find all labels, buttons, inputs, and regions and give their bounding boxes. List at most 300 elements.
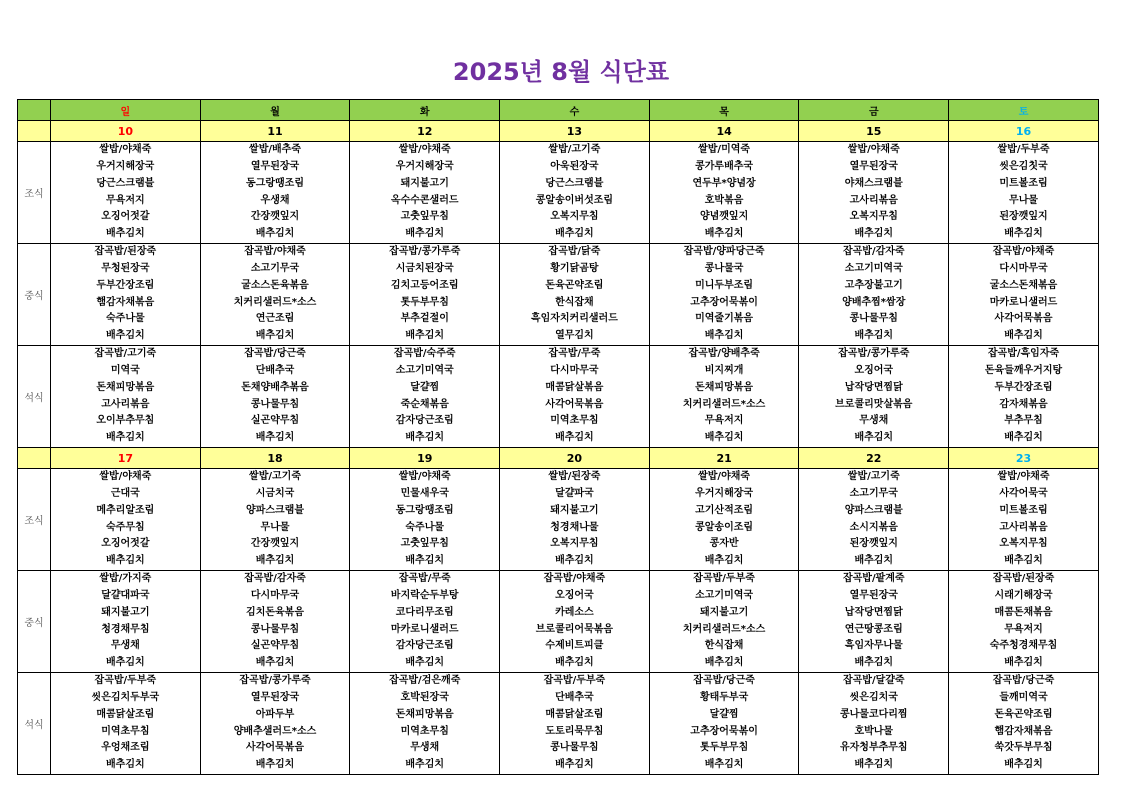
menu-item: 잡곡밥/고기죽 — [94, 348, 157, 360]
menu-item: 잡곡밥/야채죽 — [992, 246, 1055, 258]
menu-item: 마카로니샐러드 — [989, 296, 1058, 308]
menu-item: 간장깻잎지 — [250, 538, 300, 550]
menu-cell — [949, 346, 1099, 448]
menu-item: 배추김치 — [255, 330, 295, 342]
menu-item: 굴소스돈육볶음 — [241, 279, 309, 291]
date-row — [18, 121, 1099, 142]
meal-label: 조식 — [18, 469, 51, 571]
menu-item: 소고기미역국 — [695, 589, 754, 601]
menu-item: 바지락순두부탕 — [390, 589, 459, 601]
menu-item: 오이부추무침 — [96, 415, 155, 427]
menu-item: 배추김치 — [1004, 759, 1043, 771]
menu-item: 비지찌개 — [704, 364, 744, 376]
menu-cell — [51, 346, 201, 448]
menu-item: 소고기무국 — [849, 487, 898, 499]
menu-item: 유자청부추무침 — [839, 742, 908, 754]
menu-item: 두부간장조림 — [96, 279, 155, 291]
menu-item: 한식잡채 — [555, 296, 594, 308]
menu-item: 톳두부무침 — [699, 742, 749, 754]
menu-item: 잡곡밥/당근죽 — [992, 675, 1055, 687]
menu-item: 돈육곤약조림 — [545, 279, 604, 291]
menu-item: 고춧잎무침 — [400, 538, 449, 550]
menu-item: 양파스크램블 — [844, 504, 903, 516]
menu-cell — [799, 244, 949, 346]
menu-item: 배추김치 — [255, 657, 295, 669]
meal-row — [18, 571, 1099, 673]
menu-item: 치커리샐러드*소스 — [233, 296, 317, 308]
menu-item: 잡곡밥/감자죽 — [842, 246, 905, 258]
menu-item: 미역초무침 — [550, 415, 599, 427]
menu-item: 씻은김치두부국 — [91, 691, 160, 703]
menu-cell — [200, 346, 350, 448]
menu-item: 배추김치 — [106, 432, 145, 444]
menu-item: 오징어젓갈 — [101, 538, 150, 550]
menu-item: 잡곡밥/양파당근죽 — [683, 246, 765, 258]
menu-cell — [51, 469, 201, 571]
weekday-header: 화 — [350, 100, 500, 121]
menu-item: 동그랑땡조림 — [246, 177, 305, 189]
menu-item: 고사리볶음 — [849, 194, 898, 206]
date-cell: 13 — [500, 121, 650, 142]
date-cell: 17 — [51, 448, 201, 469]
menu-item: 다시마무국 — [550, 364, 599, 376]
menu-item: 매콤돈채볶음 — [994, 606, 1053, 618]
menu-item: 청경채무침 — [101, 623, 150, 635]
menu-cell — [799, 571, 949, 673]
menu-item: 잡곡밥/흑임자죽 — [987, 348, 1060, 360]
menu-item: 무나물 — [260, 521, 290, 533]
menu-item: 돼지불고기 — [400, 177, 449, 189]
menu-item: 오복지무침 — [849, 211, 898, 223]
menu-item: 쌀밥/야채죽 — [99, 144, 152, 156]
menu-item: 한식잡채 — [704, 640, 744, 652]
date-cell: 10 — [51, 121, 201, 142]
menu-item: 열무된장국 — [849, 589, 898, 601]
menu-item: 사각어묵볶음 — [994, 313, 1053, 325]
menu-item: 근대국 — [110, 487, 140, 499]
menu-item: 배추김치 — [1004, 228, 1043, 240]
meal-row — [18, 673, 1099, 775]
menu-item: 호박나물 — [854, 725, 894, 737]
menu-item: 오복지무침 — [550, 538, 599, 550]
menu-item: 브로콜리맛살볶음 — [835, 398, 913, 410]
menu-item: 달걀찜 — [410, 381, 440, 393]
menu-item: 잡곡밥/두부죽 — [693, 573, 755, 585]
menu-item: 배추김치 — [106, 555, 145, 567]
menu-item: 열무된장국 — [250, 160, 300, 172]
menu-item: 쑥갓두부무침 — [994, 742, 1053, 754]
menu-item: 잡곡밥/된장죽 — [992, 573, 1055, 585]
menu-item: 배추김치 — [704, 657, 744, 669]
menu-item: 잡곡밥/두부죽 — [94, 675, 157, 687]
menu-item: 돼지불고기 — [550, 504, 599, 516]
menu-item: 민물새우국 — [400, 487, 449, 499]
date-cell: 16 — [949, 121, 1099, 142]
menu-item: 쌀밥/야채죽 — [847, 144, 900, 156]
menu-item: 배추김치 — [854, 432, 894, 444]
menu-cell — [51, 673, 201, 775]
menu-item: 숙주나물 — [405, 521, 445, 533]
menu-item: 돈채피망볶음 — [695, 381, 754, 393]
menu-item: 다시마무국 — [250, 589, 300, 601]
menu-item: 배추김치 — [255, 432, 295, 444]
menu-item: 고기산적조림 — [695, 504, 754, 516]
menu-item: 쌀밥/야채죽 — [398, 471, 451, 483]
menu-item: 브로콜리어묵볶음 — [535, 623, 614, 635]
menu-item: 무생채 — [110, 640, 140, 652]
menu-cell — [500, 142, 650, 244]
menu-item: 황태두부국 — [699, 691, 749, 703]
meal-label: 조식 — [18, 142, 51, 244]
meal-label: 석식 — [18, 346, 51, 448]
menu-item: 김치돈육볶음 — [246, 606, 305, 618]
menu-item: 미역국 — [110, 364, 140, 376]
menu-item: 돈채피망볶음 — [395, 708, 454, 720]
menu-item: 무욕저지 — [106, 194, 145, 206]
menu-item: 숙주무침 — [106, 521, 145, 533]
menu-item: 단배추국 — [255, 364, 295, 376]
menu-item: 잡곡밥/숙주죽 — [393, 348, 456, 360]
menu-item: 쌀밥/가지죽 — [99, 573, 152, 585]
menu-item: 쌀밥/된장죽 — [548, 471, 601, 483]
menu-item: 쌀밥/야채죽 — [398, 144, 451, 156]
menu-cell — [51, 244, 201, 346]
menu-item: 시금치된장국 — [395, 262, 454, 274]
menu-item: 열무된장국 — [250, 691, 300, 703]
meal-row — [18, 469, 1099, 571]
menu-item: 사각어묵볶음 — [545, 398, 604, 410]
menu-cell — [200, 244, 350, 346]
meal-label: 중식 — [18, 571, 51, 673]
date-cell: 11 — [200, 121, 350, 142]
menu-item: 돈채피망볶음 — [96, 381, 155, 393]
menu-item: 무욕저지 — [704, 415, 744, 427]
menu-item: 배추김치 — [704, 555, 744, 567]
menu-item: 콩나물무침 — [250, 398, 300, 410]
menu-item: 치커리샐러드*소스 — [682, 623, 766, 635]
menu-item: 청경채나물 — [550, 521, 599, 533]
menu-item: 매콤닭살조림 — [545, 708, 604, 720]
menu-item: 잡곡밥/무죽 — [548, 348, 601, 360]
menu-item: 매콤닭살볶음 — [545, 381, 604, 393]
weekday-header: 월 — [200, 100, 350, 121]
menu-item: 배추김치 — [555, 759, 594, 771]
menu-item: 우엉채조림 — [101, 742, 150, 754]
date-cell: 20 — [500, 448, 650, 469]
menu-item: 호박볶음 — [704, 194, 744, 206]
menu-item: 두부간장조림 — [994, 381, 1053, 393]
menu-cell — [350, 571, 500, 673]
menu-item: 쌀밥/야채죽 — [698, 471, 751, 483]
menu-cell — [500, 244, 650, 346]
menu-item: 쌀밥/배추죽 — [249, 144, 301, 156]
menu-cell — [350, 469, 500, 571]
menu-item: 배추김치 — [106, 228, 145, 240]
menu-item: 사각어묵볶음 — [246, 742, 305, 754]
menu-item: 배추김치 — [405, 759, 445, 771]
meal-row — [18, 142, 1099, 244]
menu-item: 납작당면찜닭 — [844, 606, 903, 618]
menu-cell — [799, 142, 949, 244]
menu-cell — [350, 142, 500, 244]
menu-cell — [350, 673, 500, 775]
date-cell: 15 — [799, 121, 949, 142]
menu-item: 납작당면찜닭 — [844, 381, 903, 393]
menu-item: 잡곡밥/검은깨죽 — [389, 675, 461, 687]
menu-item: 돈채양배추볶음 — [241, 381, 309, 393]
menu-cell — [949, 244, 1099, 346]
menu-item: 쌀밥/두부죽 — [997, 144, 1050, 156]
menu-cell — [949, 571, 1099, 673]
menu-item: 돈육들깨우거지탕 — [984, 364, 1063, 376]
menu-cell — [649, 673, 799, 775]
menu-item: 시래기해장국 — [994, 589, 1053, 601]
menu-item: 콩알송이조림 — [695, 521, 754, 533]
date-row-corner — [18, 448, 51, 469]
menu-item: 죽순채볶음 — [400, 398, 449, 410]
menu-item: 쌀밥/고기죽 — [548, 144, 601, 156]
menu-item: 치커리샐러드*소스 — [682, 398, 766, 410]
menu-item: 코다리무조림 — [395, 606, 454, 618]
page-title: 2025년 8월 식단표 — [452, 58, 670, 86]
menu-item: 잡곡밥/팥계죽 — [842, 573, 905, 585]
menu-item: 잡곡밥/감자죽 — [244, 573, 306, 585]
menu-cell — [350, 346, 500, 448]
menu-item: 숙주나물 — [106, 313, 145, 325]
menu-item: 우거지해장국 — [395, 160, 454, 172]
weekday-header: 목 — [649, 100, 799, 121]
corner-cell — [18, 100, 51, 121]
menu-cell — [51, 142, 201, 244]
menu-item: 실곤약무침 — [250, 415, 300, 427]
menu-item: 배추김치 — [255, 555, 295, 567]
menu-item: 시금치국 — [255, 487, 295, 499]
menu-item: 배추김치 — [555, 555, 594, 567]
weekday-header: 토 — [949, 100, 1099, 121]
menu-item: 마카로니샐러드 — [390, 623, 459, 635]
menu-item: 돼지불고기 — [699, 606, 749, 618]
menu-item: 콩나물국 — [704, 262, 744, 274]
menu-item: 양배추샐러드*소스 — [233, 725, 317, 737]
menu-item: 된장깻잎지 — [849, 538, 898, 550]
menu-item: 콩자반 — [709, 538, 739, 550]
menu-item: 굴소스돈채볶음 — [989, 279, 1058, 291]
menu-item: 배추김치 — [405, 228, 445, 240]
menu-cell — [649, 469, 799, 571]
menu-item: 배추김치 — [106, 657, 145, 669]
menu-item: 배추김치 — [106, 759, 145, 771]
menu-item: 배추김치 — [405, 330, 445, 342]
menu-item: 무청된장국 — [101, 262, 150, 274]
menu-item: 배추김치 — [1004, 330, 1043, 342]
menu-item: 무나물 — [1009, 194, 1039, 206]
menu-item: 배추김치 — [255, 759, 295, 771]
menu-item: 씻은김치국 — [849, 691, 898, 703]
menu-item: 잡곡밥/닭죽 — [548, 246, 601, 258]
weekday-header: 수 — [500, 100, 650, 121]
menu-item: 배추김치 — [854, 555, 894, 567]
menu-item: 배추김치 — [704, 228, 744, 240]
menu-item: 쌀밥/야채죽 — [997, 471, 1050, 483]
menu-item: 잡곡밥/야채죽 — [543, 573, 606, 585]
menu-item: 콩나물무침 — [550, 742, 599, 754]
date-cell: 12 — [350, 121, 500, 142]
menu-item: 아욱된장국 — [550, 160, 599, 172]
menu-item: 돼지불고기 — [101, 606, 150, 618]
menu-item: 흑임자무나물 — [844, 640, 903, 652]
menu-item: 미역초무침 — [400, 725, 449, 737]
menu-item: 배추김치 — [704, 759, 744, 771]
menu-cell — [51, 571, 201, 673]
menu-item: 도토리묵무침 — [545, 725, 604, 737]
menu-item: 쌀밥/야채죽 — [99, 471, 152, 483]
menu-item: 배추김치 — [854, 657, 894, 669]
menu-item: 배추김치 — [1004, 555, 1043, 567]
menu-item: 양파스크램블 — [246, 504, 305, 516]
menu-item: 매콤닭살조림 — [96, 708, 155, 720]
menu-item: 배추김치 — [1004, 432, 1043, 444]
menu-cell — [200, 142, 350, 244]
menu-item: 고추장어묵볶이 — [690, 296, 758, 308]
menu-item: 배추김치 — [405, 657, 445, 669]
menu-item: 배추김치 — [854, 759, 894, 771]
menu-item: 들깨미역국 — [999, 691, 1048, 703]
meal-table — [17, 99, 1099, 775]
menu-item: 잡곡밥/콩가루죽 — [239, 675, 311, 687]
menu-cell — [649, 142, 799, 244]
menu-cell — [500, 346, 650, 448]
date-row — [18, 448, 1099, 469]
menu-item: 감자당근조림 — [395, 640, 454, 652]
date-cell: 23 — [949, 448, 1099, 469]
menu-cell — [500, 571, 650, 673]
menu-item: 콩나물무침 — [849, 313, 898, 325]
menu-item: 달걀대파국 — [101, 589, 150, 601]
menu-item: 실곤약무침 — [250, 640, 300, 652]
menu-cell — [649, 346, 799, 448]
menu-item: 오징어국 — [854, 364, 894, 376]
menu-item: 황기닭곰탕 — [550, 262, 599, 274]
menu-item: 쌀밥/고기죽 — [249, 471, 301, 483]
meal-table-body — [18, 100, 1099, 775]
menu-item: 잡곡밥/콩가루죽 — [389, 246, 461, 258]
date-cell: 22 — [799, 448, 949, 469]
menu-item: 연근땅콩조림 — [844, 623, 903, 635]
menu-item: 양념깻잎지 — [699, 211, 749, 223]
menu-item: 배추김치 — [1004, 657, 1043, 669]
menu-cell — [500, 673, 650, 775]
menu-item: 잡곡밥/콩가루죽 — [838, 348, 910, 360]
date-cell: 19 — [350, 448, 500, 469]
menu-item: 소고기미역국 — [395, 364, 454, 376]
menu-item: 열무된장국 — [849, 160, 898, 172]
menu-item: 배추김치 — [405, 432, 445, 444]
menu-cell — [200, 673, 350, 775]
menu-item: 아파두부 — [255, 708, 295, 720]
menu-item: 미트볼조림 — [999, 504, 1048, 516]
menu-item: 양배추찜*쌈장 — [842, 296, 906, 308]
menu-item: 열무김치 — [555, 330, 594, 342]
menu-item: 콩나물무침 — [250, 623, 300, 635]
menu-item: 우생채 — [260, 194, 290, 206]
menu-item: 콩나물코다리찜 — [839, 708, 908, 720]
menu-item: 미역줄기볶음 — [695, 313, 754, 325]
menu-item: 사각어묵국 — [999, 487, 1048, 499]
menu-item: 씻은김칫국 — [999, 160, 1048, 172]
menu-item: 옥수수콘샐러드 — [390, 194, 459, 206]
menu-item: 잡곡밥/당근죽 — [693, 675, 755, 687]
menu-item: 부추겉절이 — [400, 313, 449, 325]
menu-item: 잡곡밥/달걀죽 — [842, 675, 905, 687]
menu-item: 흑임자치커리샐러드 — [530, 313, 618, 325]
menu-cell — [949, 469, 1099, 571]
menu-item: 잡곡밥/야채죽 — [244, 246, 306, 258]
menu-item: 수제비트피클 — [545, 640, 604, 652]
menu-cell — [200, 469, 350, 571]
menu-item: 감자당근조림 — [395, 415, 454, 427]
menu-item: 배추김치 — [854, 228, 894, 240]
menu-item: 무생채 — [859, 415, 889, 427]
menu-item: 잡곡밥/된장죽 — [94, 246, 157, 258]
menu-item: 소고기미역국 — [844, 262, 903, 274]
menu-item: 배추김치 — [854, 330, 894, 342]
menu-item: 당근스크램블 — [96, 177, 155, 189]
menu-item: 된장깻잎지 — [999, 211, 1048, 223]
menu-item: 무욕저지 — [1004, 623, 1043, 635]
menu-item: 동그랑땡조림 — [395, 504, 454, 516]
menu-item: 배추김치 — [555, 432, 594, 444]
menu-item: 잡곡밥/양배추죽 — [688, 348, 760, 360]
menu-item: 메추리알조림 — [96, 504, 155, 516]
menu-item: 고추장어묵볶이 — [690, 725, 758, 737]
menu-item: 감자채볶음 — [999, 398, 1048, 410]
menu-item: 숙주청경채무침 — [989, 640, 1058, 652]
meal-label: 석식 — [18, 673, 51, 775]
menu-item: 배추김치 — [704, 432, 744, 444]
menu-item: 소시지볶음 — [849, 521, 898, 533]
menu-item: 우거지해장국 — [695, 487, 754, 499]
menu-item: 돈육곤약조림 — [994, 708, 1053, 720]
menu-item: 배추김치 — [555, 228, 594, 240]
menu-item: 오복지무침 — [550, 211, 599, 223]
menu-cell — [799, 673, 949, 775]
date-cell: 18 — [200, 448, 350, 469]
menu-item: 배추김치 — [555, 657, 594, 669]
menu-item: 배추김치 — [704, 330, 744, 342]
menu-cell — [350, 244, 500, 346]
menu-item: 호박된장국 — [400, 691, 449, 703]
menu-item: 쌀밥/고기죽 — [847, 471, 900, 483]
menu-cell — [949, 673, 1099, 775]
weekday-header-row — [18, 100, 1099, 121]
menu-item: 잡곡밥/당근죽 — [244, 348, 306, 360]
menu-item: 쌀밥/미역죽 — [698, 144, 751, 156]
menu-item: 배추김치 — [106, 330, 145, 342]
menu-item: 무생채 — [410, 742, 440, 754]
menu-item: 오복지무침 — [999, 538, 1048, 550]
menu-item: 연두부*양념장 — [692, 177, 756, 189]
menu-item: 미역초무침 — [101, 725, 150, 737]
weekday-header: 일 — [51, 100, 201, 121]
menu-item: 김치고등어조림 — [390, 279, 459, 291]
menu-item: 우거지해장국 — [96, 160, 155, 172]
menu-item: 카레소스 — [555, 606, 594, 618]
menu-item: 잡곡밥/두부죽 — [543, 675, 606, 687]
menu-item: 햄감자채볶음 — [96, 296, 155, 308]
menu-item: 야채스크램블 — [844, 177, 903, 189]
menu-item: 달걀찜 — [709, 708, 739, 720]
menu-item: 고사리볶음 — [101, 398, 150, 410]
